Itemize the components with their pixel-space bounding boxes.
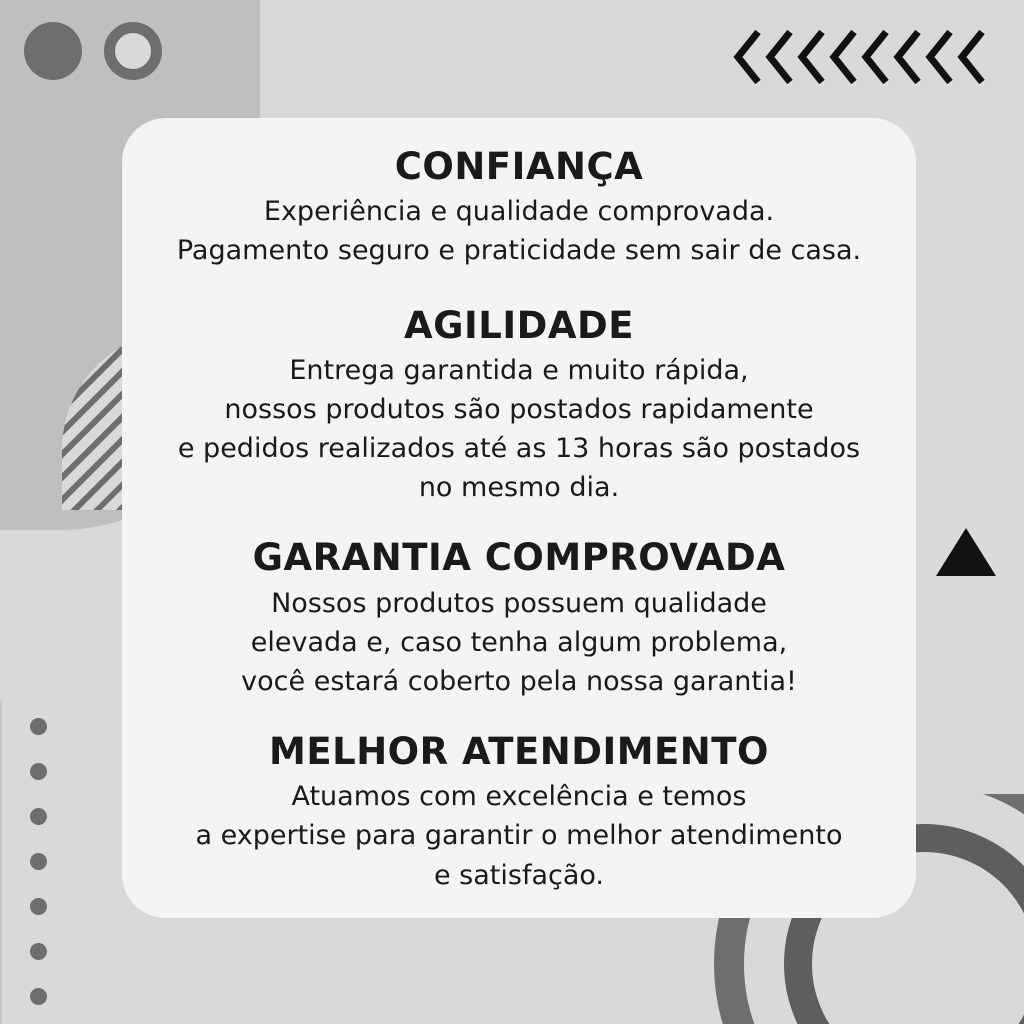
section-line: você estará coberto pela nossa garantia! xyxy=(241,665,797,697)
chevron-left-icon xyxy=(892,28,922,86)
section-body xyxy=(158,777,880,894)
spacer xyxy=(158,277,880,303)
section-line: e satisfação. xyxy=(433,859,605,891)
section-line: Pagamento seguro e praticidade sem sair de casa. xyxy=(176,235,862,267)
section-line: e pedidos realizados até as 13 horas são postados xyxy=(177,433,861,465)
section-line: no mesmo dia. xyxy=(418,472,620,504)
dot xyxy=(30,808,47,825)
section-line: nossos produtos são postados rapidamente xyxy=(224,393,814,425)
section-title: GARANTIA COMPROVADA xyxy=(252,536,786,580)
chevron-left-icon xyxy=(764,28,794,86)
section-title: AGILIDADE xyxy=(404,303,634,347)
dotted-column-line xyxy=(0,700,2,1024)
section-line: Atuamos com excelência e temos xyxy=(291,781,747,813)
chevron-left-icon xyxy=(732,28,762,86)
chevron-left-icon xyxy=(796,28,826,86)
section-line: Entrega garantida e muito rápida, xyxy=(289,354,749,386)
ring-circle-icon xyxy=(104,22,162,80)
section-garantia-comprovada xyxy=(158,535,880,701)
section-body xyxy=(158,584,880,701)
section-line: Nossos produtos possuem qualidade xyxy=(271,587,767,619)
dot xyxy=(30,718,47,735)
spacer xyxy=(158,513,880,535)
triangle-up-icon xyxy=(936,528,996,576)
filled-circle-icon xyxy=(24,22,82,80)
chevron-left-icon xyxy=(924,28,954,86)
section-body xyxy=(158,351,880,508)
spacer xyxy=(158,707,880,729)
dot xyxy=(30,763,47,780)
section-title: MELHOR ATENDIMENTO xyxy=(269,730,769,774)
section-title: CONFIANÇA xyxy=(394,145,644,188)
section-confianca xyxy=(158,144,880,271)
chevron-group xyxy=(732,28,986,86)
section-agilidade xyxy=(158,303,880,508)
dot xyxy=(30,853,47,870)
dot-column xyxy=(30,718,47,1005)
dot xyxy=(30,898,47,915)
chevron-left-icon xyxy=(828,28,858,86)
section-line: Experiência e qualidade comprovada. xyxy=(263,196,775,228)
section-melhor-atendimento xyxy=(158,729,880,895)
chevron-left-icon xyxy=(860,28,890,86)
dot xyxy=(30,988,47,1005)
section-line: a expertise para garantir o melhor atendimento xyxy=(195,820,843,852)
chevron-left-icon xyxy=(956,28,986,86)
section-line: elevada e, caso tenha algum problema, xyxy=(250,626,788,658)
content-card xyxy=(122,118,916,918)
section-body xyxy=(158,192,880,270)
dot xyxy=(30,943,47,960)
